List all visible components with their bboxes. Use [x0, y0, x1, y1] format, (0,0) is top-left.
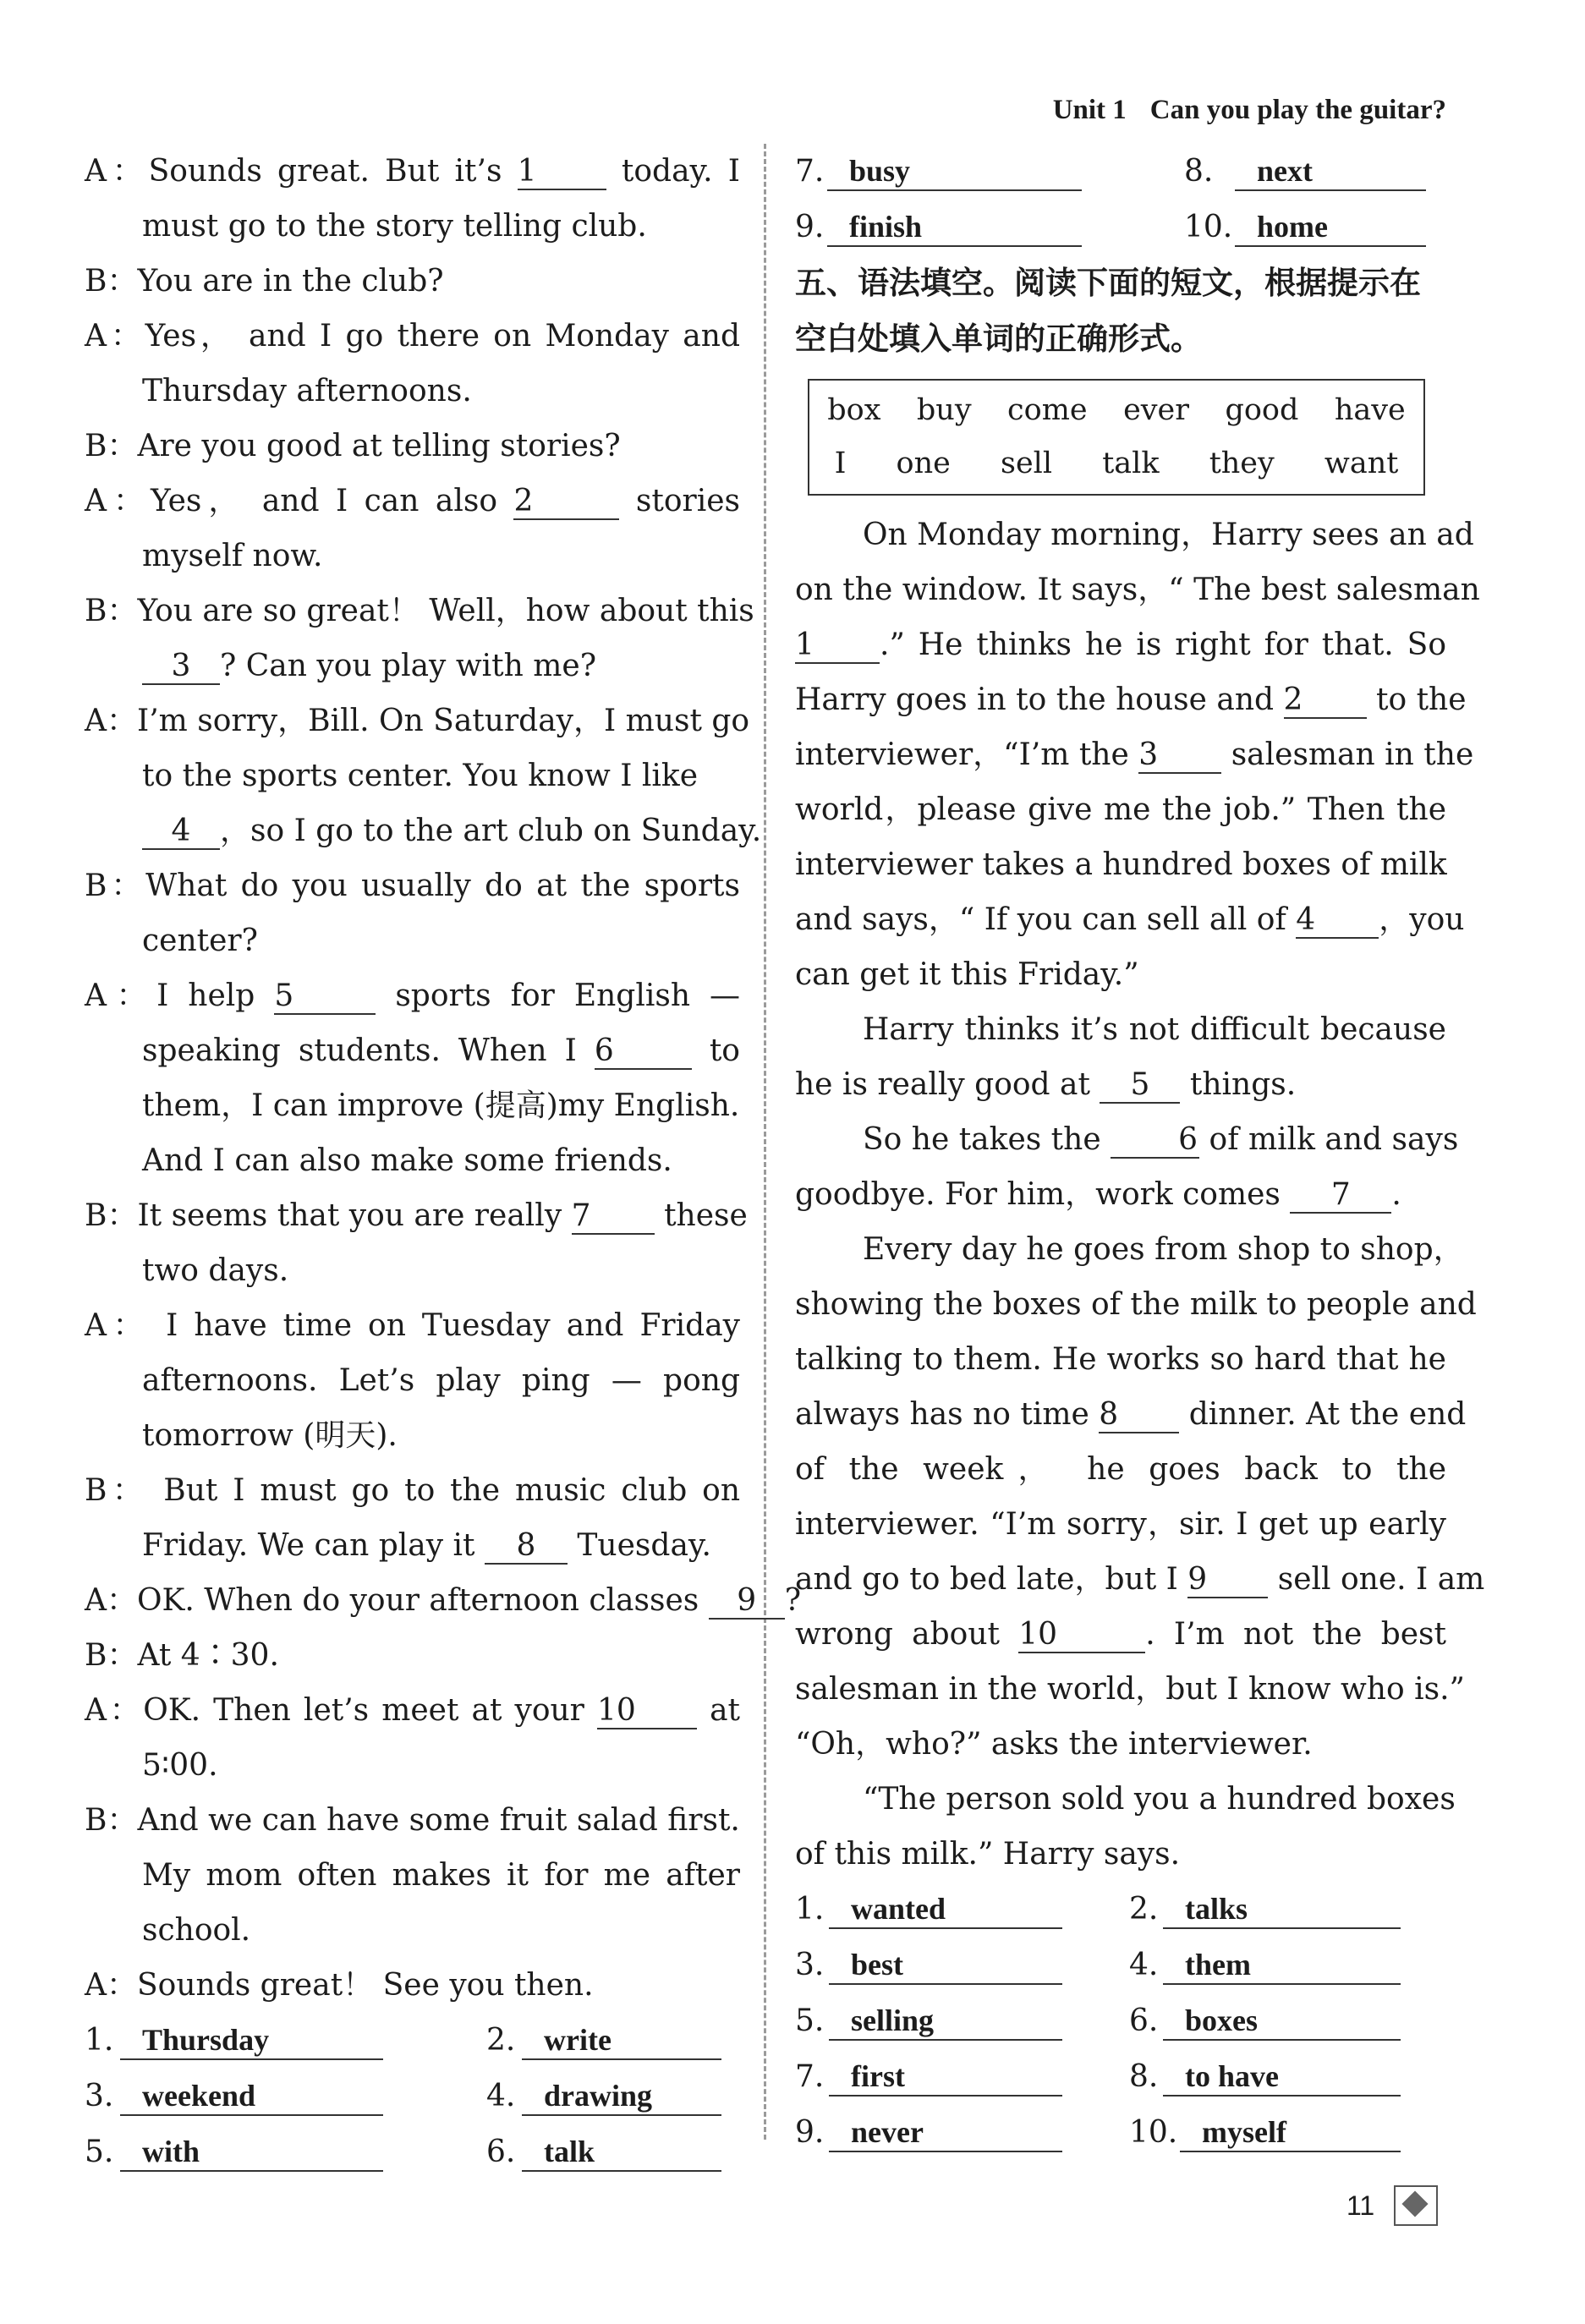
answer-row: 1. wanted 2. talks	[795, 1882, 1446, 1938]
blank-3[interactable]: 3	[142, 650, 220, 685]
answer-row: 5. with 6. talk	[85, 2124, 740, 2180]
blank-1[interactable]: 1	[518, 155, 606, 190]
dialog-line: speaking students. When I 6 to	[142, 1033, 740, 1068]
answer-row: 9. never 10. myself	[795, 2105, 1446, 2161]
passage-line: showing the boxes of the milk to people and	[795, 1287, 1477, 1322]
passage-line: interviewer，“I’m the 3 salesman in the	[795, 737, 1474, 772]
passage-line: and go to bed late，but I 9 sell one. I am	[795, 1562, 1485, 1597]
answer-value[interactable]: wanted	[829, 1890, 1062, 1929]
section-subtitle: 空白处填入单词的正确形式。	[795, 321, 1202, 357]
blank-p9[interactable]: 9	[1187, 1563, 1268, 1598]
page-header	[1053, 95, 1446, 126]
answer-row: 3. best 4. them	[795, 1938, 1446, 1993]
section-title: 五、语法填空。阅读下面的短文，根据提示在	[795, 265, 1421, 301]
passage-line: of this milk.” Harry says.	[795, 1837, 1181, 1872]
dialog-line: A：Yes， and I go there on Monday and	[85, 319, 740, 354]
dialog-line: A：I’m sorry，Bill. On Saturday，I must go	[85, 704, 750, 738]
answer-value[interactable]: talk	[522, 2133, 721, 2172]
passage-line: Harry goes in to the house and 2 to the	[795, 682, 1467, 717]
dialog-line: B：You are in the club?	[85, 264, 444, 299]
column-divider	[764, 144, 766, 2140]
answer-row: 9. finish 10. home	[795, 200, 1446, 255]
blank-8[interactable]: 8	[485, 1529, 568, 1565]
answer-row: 7. first 8. to have	[795, 2049, 1446, 2105]
passage-line: 1 .” He thinks he is right for that. So	[795, 628, 1446, 662]
right-column	[795, 144, 1485, 2161]
dialog-line: them，I can improve (提高)my English.	[142, 1088, 740, 1123]
blank-p5[interactable]: 5	[1100, 1068, 1180, 1104]
dialog-line: B：What do you usually do at the sports	[85, 869, 740, 903]
dialog-line: My mom often makes it for me after	[142, 1858, 740, 1893]
blank-p2[interactable]: 2	[1284, 683, 1367, 719]
answer-value[interactable]: drawing	[522, 2077, 721, 2116]
answer-value[interactable]: busy	[827, 152, 1082, 191]
dialog-line: center?	[142, 924, 258, 958]
dialog-line: 3 ? Can you play with me?	[85, 639, 740, 693]
dialog-line: myself now.	[142, 539, 323, 573]
passage-line: of the week， he goes back to the	[795, 1452, 1446, 1487]
blank-p10[interactable]: 10	[1018, 1618, 1145, 1653]
passage-line: always has no time 8 dinner. At the end	[795, 1397, 1467, 1432]
passage-line: “Oh，who?” asks the interviewer.	[795, 1727, 1313, 1762]
dialog-line: A：I help 5 sports for English —	[85, 978, 741, 1013]
word-row: I one sell talk they want	[834, 447, 1399, 480]
dialog-line: school.	[142, 1913, 251, 1948]
blank-p7[interactable]: 7	[1290, 1178, 1391, 1214]
blank-5[interactable]: 5	[274, 979, 376, 1015]
passage-line: So he takes the 6 of milk and says	[863, 1122, 1459, 1157]
blank-2[interactable]: 2	[513, 485, 619, 520]
dialog-line: 4 ，so I go to the art club on Sunday.	[85, 803, 740, 858]
blank-10[interactable]: 10	[597, 1694, 697, 1729]
dialog-line: 5∶00.	[142, 1748, 218, 1783]
dialog-line: must go to the story telling club.	[142, 209, 647, 244]
passage-line: “The person sold you a hundred boxes	[863, 1782, 1456, 1817]
answer-row: 5. selling 6. boxes	[795, 1993, 1446, 2049]
answer-row: 3. weekend 4. drawing	[85, 2069, 740, 2124]
passage-line: On Monday morning，Harry sees an ad	[863, 518, 1474, 552]
answer-value[interactable]: selling	[829, 2002, 1062, 2041]
passage-line: salesman in the world，but I know who is.”	[795, 1672, 1465, 1707]
passage-line: interviewer takes a hundred boxes of milk	[795, 847, 1447, 882]
blank-9[interactable]: 9	[709, 1584, 785, 1620]
blank-6[interactable]: 6	[595, 1034, 692, 1070]
dialog-line: A：OK. Then let’s meet at your 10 at	[85, 1693, 740, 1728]
blank-p4[interactable]: 4	[1296, 903, 1379, 939]
dialog-line: afternoons. Let’s play ping — pong	[142, 1363, 740, 1398]
answer-value[interactable]: with	[120, 2133, 383, 2172]
dialog-line: two days.	[142, 1253, 289, 1288]
passage-line: on the window. It says，“ The best salesman	[795, 573, 1480, 607]
answer-value[interactable]: next	[1235, 152, 1426, 191]
answer-row: 7. busy 8. next	[795, 144, 1446, 200]
dialog-line: B：And we can have some fruit salad first.	[85, 1803, 740, 1838]
blank-4[interactable]: 4	[142, 814, 220, 850]
answer-value[interactable]: talks	[1163, 1890, 1401, 1929]
dialog-line: B： But I must go to the music club on	[85, 1473, 740, 1508]
word-box	[808, 379, 1425, 496]
dialog-line: A：Sounds great！ See you then.	[85, 1968, 594, 2003]
passage-line: talking to them. He works so hard that he	[795, 1342, 1446, 1377]
answer-value[interactable]: to have	[1163, 2058, 1401, 2097]
answer-value[interactable]: them	[1163, 1946, 1401, 1985]
dialog-line: A：Sounds great. But it’s 1 today. I	[85, 154, 740, 189]
dialog-line: Friday. We can play it 8 Tuesday.	[142, 1528, 711, 1563]
answer-value[interactable]: home	[1235, 208, 1426, 247]
dialog-line: B：It seems that you are really 7 these	[85, 1198, 748, 1233]
dialog-line: And I can also make some friends.	[142, 1143, 672, 1178]
dialog-line: A：OK. When do your afternoon classes 9 ?	[85, 1583, 801, 1618]
dialog-line: to the sports center. You know I like	[142, 759, 699, 793]
dialog-line: A：Yes， and I can also 2 stories	[85, 484, 740, 518]
answer-value[interactable]: never	[829, 2113, 1062, 2152]
dialog-line: B：At 4∶30.	[85, 1638, 279, 1673]
dialog-line: Thursday afternoons.	[142, 374, 472, 408]
answer-value[interactable]: weekend	[120, 2077, 383, 2116]
passage-line: can get it this Friday.”	[795, 957, 1139, 992]
passage-line: Every day he goes from shop to shop，	[863, 1232, 1464, 1267]
word-row: box buy come ever good have	[827, 393, 1406, 427]
diamond-logo-icon	[1394, 2185, 1438, 2226]
dialog-line: A： I have time on Tuesday and Friday	[85, 1308, 740, 1343]
passage-line: Harry thinks it’s not difficult because	[863, 1012, 1446, 1047]
dialog-line: B：You are so great！ Well，how about this	[85, 594, 754, 628]
passage-line: and says，“ If you can sell all of 4 ，you	[795, 902, 1465, 937]
page-number: 11	[1346, 2190, 1375, 2221]
answer-row: 1. Thursday 2. write	[85, 2013, 740, 2069]
answer-value[interactable]: myself	[1180, 2113, 1401, 2152]
passage-line: world，please give me the job.” Then the	[795, 792, 1446, 827]
answer-value[interactable]: first	[829, 2058, 1062, 2097]
blank-7[interactable]: 7	[572, 1199, 655, 1235]
blank-p1[interactable]: 1	[795, 628, 880, 664]
passage-line: interviewer. “I’m sorry，sir. I get up early	[795, 1507, 1446, 1542]
blank-p3[interactable]: 3	[1138, 738, 1221, 774]
dialog-line: tomorrow (明天).	[142, 1418, 398, 1453]
blank-p6[interactable]: 6	[1111, 1123, 1199, 1159]
passage-line: he is really good at 5 things.	[795, 1067, 1297, 1102]
answer-value[interactable]: write	[522, 2021, 721, 2060]
blank-p8[interactable]: 8	[1099, 1398, 1179, 1433]
dialog-line: B：Are you good at telling stories?	[85, 429, 621, 463]
answer-value[interactable]: finish	[827, 208, 1082, 247]
passage-line: wrong about 10 . I’m not the best	[795, 1617, 1446, 1652]
answer-value[interactable]: boxes	[1163, 2002, 1401, 2041]
passage-line: goodbye. For him，work comes 7 .	[795, 1177, 1401, 1212]
answer-value[interactable]: best	[829, 1946, 1062, 1985]
unit-title: Can you play the guitar?	[1149, 95, 1446, 125]
answer-value[interactable]: Thursday	[120, 2021, 383, 2060]
unit-label: Unit 1	[1052, 95, 1127, 125]
left-column	[85, 144, 801, 2180]
